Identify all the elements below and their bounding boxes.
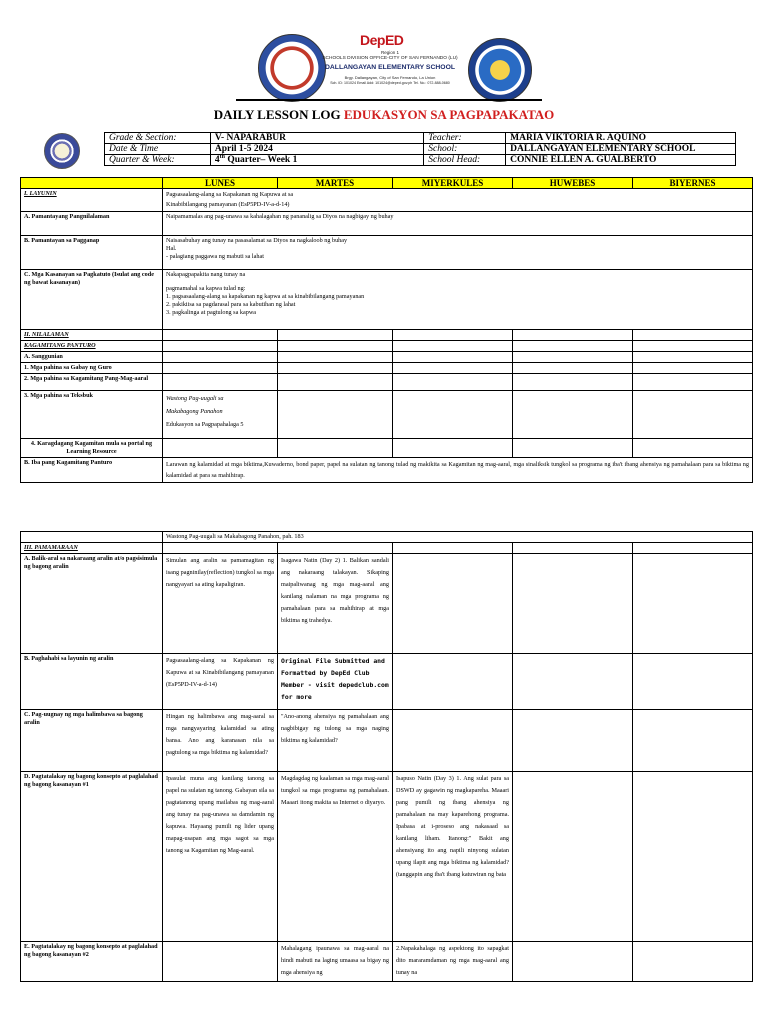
days-header-row bbox=[21, 178, 753, 189]
day-header-huwebes: HUWEBES bbox=[513, 178, 633, 189]
grade-value: V- NAPARABUR bbox=[210, 133, 423, 144]
quarter-label: Quarter & Week: bbox=[105, 155, 211, 166]
school-label: School: bbox=[424, 144, 506, 155]
table-row bbox=[21, 654, 753, 710]
table-row bbox=[21, 554, 753, 654]
table-row bbox=[21, 710, 753, 772]
date-label: Date & Time bbox=[105, 144, 211, 155]
karagdagang-kagamitan-label: 4. Karagdagang Kagamitan mula sa portal ng Learning Resource bbox=[21, 439, 163, 458]
pag-uugnay-martes: "Ano-anong ahensiya ng pamahalaan ang nagbibigay ng tulong sa mga naging biktima ng kalamidad? bbox=[278, 710, 393, 772]
division-seal-logo bbox=[258, 34, 326, 102]
school-name-text: DALLANGAYAN ELEMENTARY SCHOOL bbox=[324, 64, 456, 71]
paghahabi-label: B. Paghahabi sa layunin ng aralin bbox=[21, 654, 163, 710]
watermark-text: Original File Submitted and Formatted by DepEd Club Member - visit depedclub.com for more bbox=[278, 654, 393, 710]
quarter-value: 4th Quarter– Week 1 bbox=[210, 155, 423, 166]
table-row bbox=[21, 363, 753, 374]
pamantayan-sa-pagganap-label: B. Pamantayan sa Pagganap bbox=[21, 236, 163, 270]
day-header-miyerkules: MIYERKULES bbox=[393, 178, 513, 189]
pagtatalakay-2-miyerkules: 2.Napakahalaga ng aspektong ito sapagkat dito mararamdaman ng mga mag-aaral ang tunay na bbox=[393, 942, 513, 982]
table-row bbox=[21, 532, 753, 543]
pagtatalakay-1-martes: Magdagdag ng kaalaman sa mga mag-aaral tungkol sa mga programa ng pamahalaan. Maaari itong makita sa Internet o diyaryo. bbox=[278, 772, 393, 942]
table-row bbox=[21, 391, 753, 439]
lesson-plan-table-2 bbox=[20, 531, 753, 982]
kagamitang-pang-mag-aaral-label: 2. Mga pahina sa Kagamitang Pang-Mag-aaral bbox=[21, 374, 163, 391]
school-contact-text: Sch. ID: 101024 Email Add: 101024@deped.gov.ph Tel. No.: 072-888-0680 bbox=[330, 81, 450, 85]
table-row bbox=[21, 374, 753, 391]
teksbuk-label: 3. Mga pahina sa Teksbuk bbox=[21, 391, 163, 439]
balik-aral-label: A. Balik-aral sa nakaraang aralin at/o pagsisimula ng bagong aralin bbox=[21, 554, 163, 654]
pagtatalakay-1-lunes: Ipasulat muna ang kanilang tanong sa papel na sulatan ng tanong. Gabayan sila sa pagtatanong upang mailabas ng mag-aaral ang tunay na pag-unawa sa damdamin ng kapuwa. Hayaang pumili ng lider upang mapag-usapan ang mga sagot sa mga tanong sa Kagamitan ng Mag-aaral. bbox=[163, 772, 278, 942]
days-header-blank bbox=[21, 178, 163, 189]
table-row bbox=[21, 341, 753, 352]
date-value: April 1-5 2024 bbox=[210, 144, 423, 155]
table-row bbox=[21, 772, 753, 942]
day-header-lunes: LUNES bbox=[163, 178, 278, 189]
school-head-label: School Head: bbox=[424, 155, 506, 166]
pamantayang-pangnilalaman-label: A. Pamantayang Pangnilalaman bbox=[21, 212, 163, 236]
info-row bbox=[105, 144, 736, 155]
school-head-value: CONNIE ELLEN A. GUALBERTO bbox=[506, 155, 736, 166]
pagtatalakay-1-miyerkules: Isapuso Natin (Day 3) 1. Ang sulat para sa DSWD ay gagawin ng magkapareha. Maaari pang pumili ng ibang ahensiya ng pamahalaan na may kaparehong programa. Ipabasa at i-proseso ang nakasaad sa kanilang liham. Itanong:" Bakit ang ahensiyang ito ang napili ninyong sulatan upang ilapit ang mga biktima ng kalamidad? (tanggapin ang iba't ibang katuwiran ng bata bbox=[393, 772, 513, 942]
nilalaman-label: II. NILALAMAN bbox=[21, 330, 163, 341]
kasanayan-text: Nakapagpapakita nang tunay na pagmamahal sa kapwa tulad ng: 1. pagsasaalang-alang sa kapakanan ng kapwa at sa kinabibilangang pamayanan 2. pakikiisa sa pagdarasal para sa kabutihan ng lahat 3. pagkalinga at pagtulong sa kapwa bbox=[163, 270, 753, 330]
iba-pang-kagamitan-text: Larawan ng kalamidad at mga biktima,Kuwaderno, bond paper, papel na sulatan ng tanong tulad ng makikita sa Kagamitan ng mag-aaral, mga sinaliksik tungkol sa programa ng iba't ibang ahensiya ng pamahalaan para sa biktima ng kalamidad at para sa mahihirap. bbox=[163, 458, 753, 483]
grade-label: Grade & Section: bbox=[105, 133, 211, 144]
pagtatalakay-2-martes: Mahalagang ipaunawa sa mag-aaral na hindi mabuti na laging umaasa sa bigay ng mga ahensiya ng bbox=[278, 942, 393, 982]
region-text: Region 1 bbox=[380, 50, 399, 55]
table-row bbox=[21, 270, 753, 330]
school-value: DALLANGAYAN ELEMENTARY SCHOOL bbox=[506, 144, 736, 155]
teacher-value: MARIA VIKTORIA R. AQUINO bbox=[506, 133, 736, 144]
deped-logo: DepED bbox=[360, 32, 404, 48]
division-text: SCHOOLS DIVISION OFFICE-CITY OF SAN FERNANDO (LU) bbox=[322, 56, 458, 61]
table-row bbox=[21, 330, 753, 341]
info-row bbox=[105, 133, 736, 144]
table-row bbox=[21, 352, 753, 363]
teksbuk-text: Wastong Pag-uugali sa Makabagong Panahon Edukasyon sa Pagpapahalaga 5 bbox=[163, 391, 278, 439]
pamantayang-pangnilalaman-text: Naipamamalas ang pag-unawa sa kahalagahan ng pananalig sa Diyos na nagbigay ng buhay bbox=[163, 212, 753, 236]
pag-uugnay-label: C. Pag-uugnay ng mga halimbawa sa bagong aralin bbox=[21, 710, 163, 772]
teacher-label: Teacher: bbox=[424, 133, 506, 144]
table-row bbox=[21, 236, 753, 270]
pamamaraan-label: III. PAMAMARAAN bbox=[21, 543, 163, 554]
sanggunian-label: A. Sanggunian bbox=[21, 352, 163, 363]
pagtatalakay-1-label: D. Pagtatalakay ng bagong konsepto at paglalahad ng bagong kasanayan #1 bbox=[21, 772, 163, 942]
paghahabi-lunes: Pagsasaalang-alang sa Kapakanan ng Kapuwa at sa Kinabibilangang pamayanan (EsP5PD-IV-a-d-14) bbox=[163, 654, 278, 710]
day-header-martes: MARTES bbox=[278, 178, 393, 189]
gabay-ng-guro-label: 1. Mga pahina sa Gabay ng Guro bbox=[21, 363, 163, 374]
balik-aral-martes: Isagawa Natin (Day 2) 1. Balikan sandali ang nakaraang talakayan. Sikaping maipaliwanag ng mga mag-aaral ang kanilang nalaman na mga programa ng pamahalaan para sa mahihirap at mga biktima ng trahedya. bbox=[278, 554, 393, 654]
school-address-text: Brgy. Dallangayan, City of San Fernando, La Union bbox=[344, 75, 436, 80]
title-prefix: DAILY LESSON LOG bbox=[213, 107, 344, 122]
lesson-plan-table-1 bbox=[20, 177, 753, 483]
table-row bbox=[21, 543, 753, 554]
header-divider bbox=[236, 99, 542, 101]
info-row bbox=[105, 155, 736, 166]
table-row bbox=[21, 458, 753, 483]
kagamitang-panturo-label: KAGAMITANG PANTURO bbox=[21, 341, 163, 352]
iba-pang-kagamitan-label: B. Iba pang Kagamitang Panturo bbox=[21, 458, 163, 483]
reference-text: Wastong Pag-uugali sa Makabagong Panahon, pah. 183 bbox=[163, 532, 753, 543]
kasanayan-label: C. Mga Kasanayan sa Pagkatuto (Isulat ang code ng bawat kasanayan) bbox=[21, 270, 163, 330]
table-row bbox=[21, 942, 753, 982]
pag-uugnay-lunes: Hingan ng halimbawa ang mag-aaral sa mga nangyayaring kalamidad sa ating bansa. Ano ang karanasan nila sa pagtulong sa mga biktima ng kalamidad? bbox=[163, 710, 278, 772]
school-seal-logo bbox=[468, 38, 532, 102]
table-row bbox=[21, 439, 753, 458]
pamantayan-sa-pagganap-text: Naisasabuhay ang tunay na pasasalamat sa Diyos na nagkaloob ng buhay Hal. - palagiang paggawa ng mabuti sa lahat bbox=[163, 236, 753, 270]
title-subject: EDUKASYON SA PAGPAPAKATAO bbox=[343, 107, 555, 122]
deped-seal-logo bbox=[44, 133, 80, 169]
day-header-biyernes: BIYERNES bbox=[633, 178, 753, 189]
table-row bbox=[21, 189, 753, 212]
lesson-info-table bbox=[104, 132, 736, 166]
pagtatalakay-2-label: E. Pagtatalakay ng bagong konsepto at paglalahad ng bagong kasanayan #2 bbox=[21, 942, 163, 982]
balik-aral-lunes: Simulan ang aralin sa pamamagitan ng isang pagninilay(reflection) tungkol sa mga nangyayari sa ating kapaligiran. bbox=[163, 554, 278, 654]
layunin-label: I. LAYUNIN bbox=[21, 189, 163, 212]
layunin-text: Pagsasaalang-alang sa Kapakanan ng Kapuwa at sa Kinabibilangang pamayanan (EsP5PD-IV-a-d-14) bbox=[163, 189, 753, 212]
table-row bbox=[21, 212, 753, 236]
page-title bbox=[0, 107, 768, 123]
